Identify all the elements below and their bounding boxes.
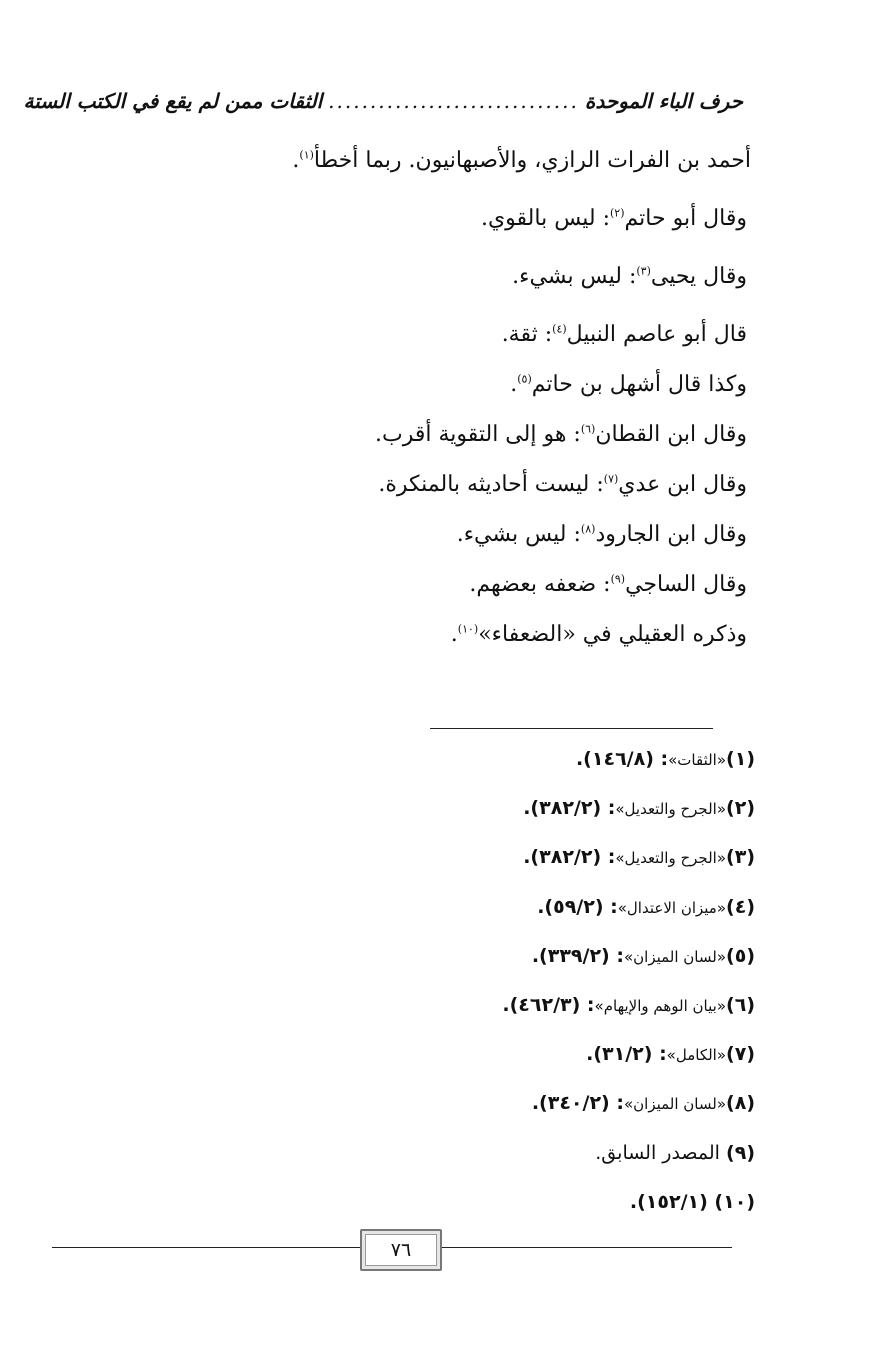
- page-number-box: [360, 1229, 442, 1271]
- line-text: وقال الساجي: [625, 572, 747, 597]
- line-text: وقال ابن عدي: [618, 472, 747, 497]
- line-tail: : هو إلى التقوية أقرب.: [374, 422, 581, 447]
- footnote-ref[interactable]: (١٠): [457, 622, 479, 636]
- text-line: [127, 510, 747, 560]
- line-text: وقال أبو حاتم: [624, 206, 747, 231]
- footnote-item: [255, 1129, 755, 1178]
- footnote-number: (٨): [726, 1092, 755, 1115]
- footnote-ref[interactable]: (٤): [552, 322, 567, 336]
- text-line: [127, 460, 747, 510]
- footnote-number: (٣): [726, 846, 755, 869]
- footnote-separator: [430, 728, 713, 729]
- footnote-item: [255, 1030, 755, 1079]
- header-leader-dots: ..............................: [328, 89, 579, 113]
- footnote-reference: : (١٤٦/٨).: [575, 748, 669, 770]
- page-number: ٧٦: [390, 1239, 412, 1261]
- footnote-number: (١): [726, 748, 755, 770]
- text-line: [127, 360, 747, 410]
- footnote-item: [255, 1178, 755, 1227]
- text-line: [127, 610, 747, 660]
- footnote-source: «الجرح والتعديل»: [615, 800, 727, 819]
- footnote-source: «لسان الميزان»: [623, 947, 727, 966]
- line-text: وكذا قال أشهل بن حاتم: [531, 372, 747, 397]
- line-tail: .: [292, 148, 300, 173]
- footnote-item: [255, 784, 755, 833]
- footnote-ref[interactable]: (١): [299, 148, 314, 162]
- footnote-ref[interactable]: (٦): [580, 422, 596, 436]
- text-line: [127, 310, 747, 360]
- footnote-source: «الثقات»: [668, 751, 727, 769]
- running-header: [23, 83, 743, 119]
- line-text: أحمد بن الفرات الرازي، والأصبهانيون. ربما أخطأ: [313, 148, 751, 173]
- footnote-reference: : (٣٨٢/٢).: [523, 846, 616, 869]
- footnote-number: (٧): [726, 1043, 755, 1066]
- footnote-reference: : (٣٤٠/٢).: [531, 1092, 624, 1115]
- footnote-number: (٩): [726, 1141, 755, 1164]
- footnote-item: [255, 833, 755, 882]
- footnote-item: [255, 735, 755, 784]
- line-tail: : ثقة.: [501, 322, 553, 347]
- line-tail: : ليس بشيء.: [456, 522, 581, 547]
- line-tail: .: [450, 622, 458, 647]
- line-text: وقال ابن القطان: [595, 422, 747, 447]
- footnote-item: [255, 883, 755, 932]
- footnote-item: [255, 1079, 755, 1128]
- header-chapter-title: حرف الباء الموحدة: [584, 89, 743, 113]
- footnote-ref[interactable]: (٣): [636, 264, 651, 278]
- footnote-number: (٥): [726, 944, 755, 967]
- footnote-reference: : (٣٨٢/٢).: [523, 797, 616, 820]
- footnote-number: (٦): [726, 993, 755, 1016]
- text-line: [127, 194, 747, 244]
- text-line: [127, 252, 747, 302]
- header-book-title: الثقات ممن لم يقع في الكتب الستة: [23, 89, 323, 113]
- footnote-source: «لسان الميزان»: [623, 1095, 727, 1114]
- text-line: [127, 410, 747, 460]
- footnote-ref[interactable]: (٧): [603, 472, 619, 486]
- line-text: وذكره العقيلي في «الضعفاء»: [478, 622, 747, 647]
- line-text: وقال يحيى: [650, 264, 747, 289]
- footnote-reference: : (٣١/٢).: [586, 1043, 667, 1066]
- footnote-ref[interactable]: (٩): [610, 572, 626, 586]
- footnote-reference: : (٥٩/٢).: [537, 895, 618, 918]
- footnote-item: [255, 932, 755, 981]
- footnote-ref[interactable]: (٢): [610, 206, 625, 220]
- line-text: وقال ابن الجارود: [595, 522, 747, 547]
- footnote-source: «الجرح والتعديل»: [615, 849, 727, 868]
- footnotes-section: [255, 735, 755, 1227]
- main-text: [127, 136, 751, 660]
- text-line: [127, 560, 747, 610]
- footnote-ref[interactable]: (٨): [580, 522, 596, 536]
- footnote-source: (١٥٢/١).: [629, 1190, 715, 1213]
- line-tail: : ضعفه بعضهم.: [469, 572, 611, 597]
- footnote-source: «الكامل»: [666, 1046, 727, 1065]
- line-tail: : ليس بشيء.: [512, 264, 637, 289]
- footnote-number: (١٠): [714, 1190, 755, 1213]
- line-text: قال أبو عاصم النبيل: [566, 322, 747, 347]
- footnote-number: (٢): [726, 797, 755, 820]
- line-tail: : ليست أحاديثه بالمنكرة.: [378, 472, 604, 497]
- footnote-number: (٤): [726, 895, 755, 918]
- footnote-item: [255, 981, 755, 1030]
- footnote-ref[interactable]: (٥): [517, 372, 532, 386]
- footnote-reference: : (٣٣٩/٢).: [531, 944, 624, 967]
- footnote-source: «بيان الوهم والإيهام»: [594, 996, 727, 1015]
- line-tail: .: [510, 372, 518, 397]
- footnote-source: المصدر السابق.: [595, 1141, 727, 1164]
- footnote-source: «ميزان الاعتدال»: [617, 898, 727, 917]
- text-line: [127, 136, 751, 186]
- footnote-reference: : (٤٦٢/٣).: [502, 993, 595, 1016]
- line-tail: : ليس بالقوي.: [480, 206, 610, 231]
